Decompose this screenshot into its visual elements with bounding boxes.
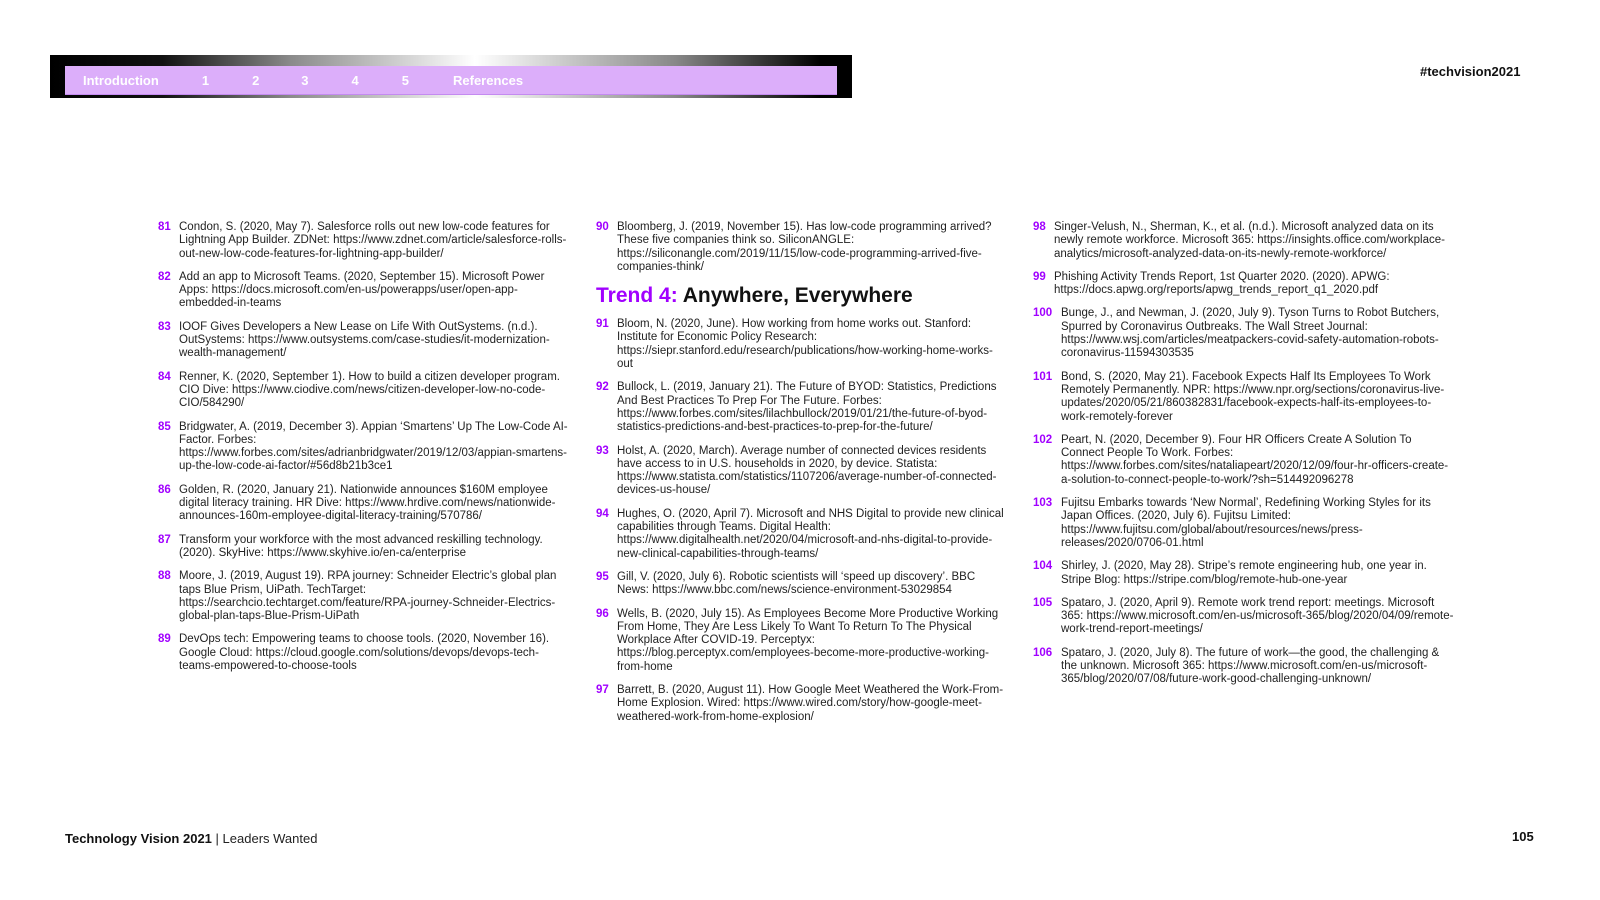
reference-number: 106	[1033, 646, 1053, 659]
reference-number: 103	[1033, 497, 1053, 510]
reference-item	[596, 508, 1008, 561]
reference-item	[158, 570, 570, 623]
reference-number: 95	[596, 570, 609, 583]
reference-text: Add an app to Microsoft Teams. (2020, September 15). Microsoft Power Apps: https://docs.microsoft.com/en-us/powerapps/user/open-app-embedded-in-teams	[179, 270, 545, 310]
reference-text: Bullock, L. (2019, January 21). The Future of BYOD: Statistics, Predictions And Best Practices To Prep For The Future. Forbes: https://www.forbes.com/sites/lilachbullock/2019/01/21/the-future-of-byod-statistics-predictions-and-best-practices-to-prep-for-the-future/	[617, 381, 997, 434]
footer-subtitle: Leaders Wanted	[222, 831, 318, 846]
reference-number: 86	[158, 483, 171, 496]
reference-number: 96	[596, 607, 609, 620]
reference-text: Phishing Activity Trends Report, 1st Quarter 2020. (2020). APWG: https://docs.apwg.org/reports/apwg_trends_report_q1_2020.pdf	[1054, 270, 1390, 297]
reference-item	[1033, 647, 1455, 687]
reference-number: 91	[596, 318, 609, 331]
reference-number: 100	[1033, 307, 1053, 320]
reference-item	[158, 271, 570, 311]
reference-number: 81	[158, 221, 171, 233]
reference-number: 82	[158, 270, 171, 283]
trend-label: Trend 4:	[596, 284, 678, 308]
reference-item	[158, 484, 570, 524]
reference-number: 84	[158, 370, 171, 383]
nav-item-trend-5[interactable]: 5	[401, 72, 409, 88]
footer-brand: Technology Vision 2021	[65, 831, 212, 846]
reference-text: Bunge, J., and Newman, J. (2020, July 9). Tyson Turns to Robot Butchers, Spurred by Coronavirus Outbreaks. The Wall Street Journal: https://www.wsj.com/articles/meatpackers-covid-safety-automation-robots-coronavirus-11594303535	[1061, 307, 1440, 360]
reference-item	[596, 318, 1008, 371]
reference-text: DevOps tech: Empowering teams to choose tools. (2020, November 16). Google Cloud: https://cloud.google.com/solutions/devops/devops-tech-teams-empowered-to-choose-tools	[179, 633, 550, 673]
references-column-1	[158, 221, 570, 683]
reference-text: Holst, A. (2020, March). Average number of connected devices residents have access to in U.S. households in 2020, by device. Statista: https://www.statista.com/statistics/1107206/average-number-of-connected-devices-us-house/	[617, 444, 997, 497]
reference-number: 94	[596, 507, 609, 520]
reference-text: Bloomberg, J. (2019, November 15). Has low-code programming arrived? These five companies think so. SiliconANGLE: https://siliconangle.com/2019/11/15/low-code-programming-arrived-five-companies-think/	[617, 221, 992, 273]
reference-number: 104	[1033, 560, 1053, 573]
reference-item	[596, 445, 1008, 498]
nav-item-trend-2[interactable]: 2	[252, 72, 260, 88]
reference-item	[1033, 371, 1455, 424]
reference-item	[158, 534, 570, 561]
reference-item	[1033, 307, 1455, 360]
reference-item	[158, 421, 570, 474]
reference-number: 105	[1033, 596, 1053, 609]
reference-item	[158, 321, 570, 361]
reference-text: Shirley, J. (2020, May 28). Stripe’s remote engineering hub, one year in. Stripe Blog: https://stripe.com/blog/remote-hub-one-year	[1061, 560, 1427, 586]
reference-text: Hughes, O. (2020, April 7). Microsoft and NHS Digital to provide new clinical capabilities through Teams. Digital Health: https://www.digitalhealth.net/2020/04/microsoft-and-nhs-digital-to-provide-new-clinical-capabilities-through-teams/	[617, 507, 1004, 560]
reference-item	[596, 221, 1008, 274]
reference-item	[1033, 271, 1455, 298]
reference-item	[596, 684, 1008, 724]
reference-item	[158, 371, 570, 411]
reference-text: IOOF Gives Developers a New Lease on Life With OutSystems. (n.d.). OutSystems: https://www.outsystems.com/case-studies/it-modernization-wealth-management/	[179, 320, 550, 360]
reference-number: 92	[596, 381, 609, 394]
references-column-2	[596, 221, 1008, 734]
reference-item	[1033, 434, 1455, 487]
reference-number: 98	[1033, 221, 1046, 233]
references-column-3	[1033, 221, 1455, 697]
reference-text: Condon, S. (2020, May 7). Salesforce rolls out new low-code features for Lightning App Builder. ZDNet: https://www.zdnet.com/article/salesforce-rolls-out-new-low-code-features-for-lightning-app-builder/	[179, 221, 567, 260]
reference-item	[1033, 221, 1455, 261]
hashtag-label: #techvision2021	[1420, 64, 1521, 79]
reference-item	[596, 381, 1008, 434]
page-number: 105	[1512, 829, 1534, 844]
reference-text: Spataro, J. (2020, July 8). The future of work—the good, the challenging & the unknown. Microsoft 365: https://www.microsoft.com/en-us/microsoft-365/blog/2020/07/08/future-work-good-challenging-unknown/	[1061, 646, 1440, 686]
reference-item	[1033, 560, 1455, 587]
reference-item	[158, 221, 570, 261]
reference-text: Renner, K. (2020, September 1). How to build a citizen developer program. CIO Dive: https://www.ciodive.com/news/citizen-developer-low-no-code-CIO/584290/	[179, 370, 560, 410]
top-navigation-bar	[50, 55, 852, 98]
reference-text: Bloom, N. (2020, June). How working from home works out. Stanford: Institute for Economic Policy Research: https://siepr.stanford.edu/research/publications/how-working-home-works-out	[617, 318, 993, 371]
reference-text: Wells, B. (2020, July 15). As Employees Become More Productive Working From Home, They Are Less Likely To Want To Return To The Physical Workplace After COVID-19. Perceptyx: https://blog.perceptyx.com/employees-become-more-productive-working-from-home	[617, 607, 999, 673]
reference-item	[158, 633, 570, 673]
reference-text: Peart, N. (2020, December 9). Four HR Officers Create A Solution To Connect People To Work. Forbes: https://www.forbes.com/sites/nataliapeart/2020/12/09/four-hr-officers-create-a-solution-to-connect-people-to-work/?sh=514492096278	[1061, 433, 1449, 486]
reference-number: 99	[1033, 270, 1046, 283]
footer-separator: |	[215, 831, 219, 846]
reference-number: 102	[1033, 433, 1053, 446]
reference-text: Gill, V. (2020, July 6). Robotic scientists will ‘speed up discovery’. BBC News: https://www.bbc.com/news/science-environment-53029854	[617, 570, 976, 597]
reference-item	[1033, 497, 1455, 550]
reference-text: Transform your workforce with the most advanced reskilling technology. (2020). SkyHive: https://www.skyhive.io/en-ca/enterprise	[179, 533, 543, 559]
nav-menu	[65, 66, 837, 95]
nav-item-trend-1[interactable]: 1	[201, 72, 210, 88]
nav-item-trend-3[interactable]: 3	[301, 72, 309, 88]
reference-number: 87	[158, 533, 171, 546]
reference-text: Moore, J. (2019, August 19). RPA journey: Schneider Electric’s global plan taps Blue Prism, UiPath. TechTarget: https://searchcio.techtarget.com/feature/RPA-journey-Schneider-Electrics-global-plan-taps-Blue-Prism-UiPath	[179, 570, 557, 623]
reference-text: Fujitsu Embarks towards ‘New Normal’, Redefining Working Styles for its Japan Offices. (2020, July 6). Fujitsu Limited: https://www.fujitsu.com/global/about/resources/news/press-releases/2020/0706-01.html	[1061, 497, 1431, 549]
reference-number: 101	[1033, 370, 1053, 383]
reference-text: Spataro, J. (2020, April 9). Remote work trend report: meetings. Microsoft 365: https://www.microsoft.com/en-us/microsoft-365/blog/2020/04/09/remote-work-trend-report-meetings/	[1061, 596, 1454, 636]
reference-item	[596, 571, 1008, 598]
reference-item	[1033, 597, 1455, 637]
reference-number: 90	[596, 221, 609, 233]
nav-item-references[interactable]: References	[453, 72, 524, 88]
reference-text: Golden, R. (2020, January 21). Nationwide announces $160M employee digital literacy training. HR Dive: https://www.hrdive.com/news/nationwide-announces-160m-employee-digital-literacy-training/570786/	[179, 483, 556, 523]
reference-text: Bond, S. (2020, May 21). Facebook Expects Half Its Employees To Work Remotely Permanently. NPR: https://www.npr.org/sections/coronavirus-live-updates/2020/05/21/860382831/facebook-expects-half-its-employees-to-work-remotely-forever	[1061, 370, 1445, 423]
reference-number: 83	[158, 320, 171, 333]
trend-title: Anywhere, Everywhere	[682, 284, 913, 308]
reference-number: 97	[596, 684, 609, 697]
reference-number: 93	[596, 444, 609, 457]
trend-heading	[596, 284, 1008, 308]
reference-number: 89	[158, 633, 171, 646]
reference-text: Singer-Velush, N., Sherman, K., et al. (n.d.). Microsoft analyzed data on its newly remote workforce. Microsoft 365: https://insights.office.com/workplace-analytics/microsoft-analyzed-data-on-its-newly-remote-workforce/	[1054, 221, 1445, 260]
footer	[65, 831, 317, 846]
nav-item-trend-4[interactable]: 4	[351, 72, 359, 88]
reference-number: 88	[158, 570, 171, 583]
nav-item-introduction[interactable]: Introduction	[83, 72, 159, 88]
reference-item	[596, 608, 1008, 674]
reference-number: 85	[158, 420, 171, 433]
reference-text: Barrett, B. (2020, August 11). How Google Meet Weathered the Work-From-Home Explosion. Wired: https://www.wired.com/story/how-google-meet-weathered-work-from-home-explosion/	[617, 684, 1004, 723]
reference-text: Bridgwater, A. (2019, December 3). Appian ‘Smartens’ Up The Low-Code AI-Factor. Forbes: https://www.forbes.com/sites/adrianbridgwater/2019/12/03/appian-smartens-up-the-low-code-ai-factor/#56d8b21b3ce1	[179, 420, 568, 473]
